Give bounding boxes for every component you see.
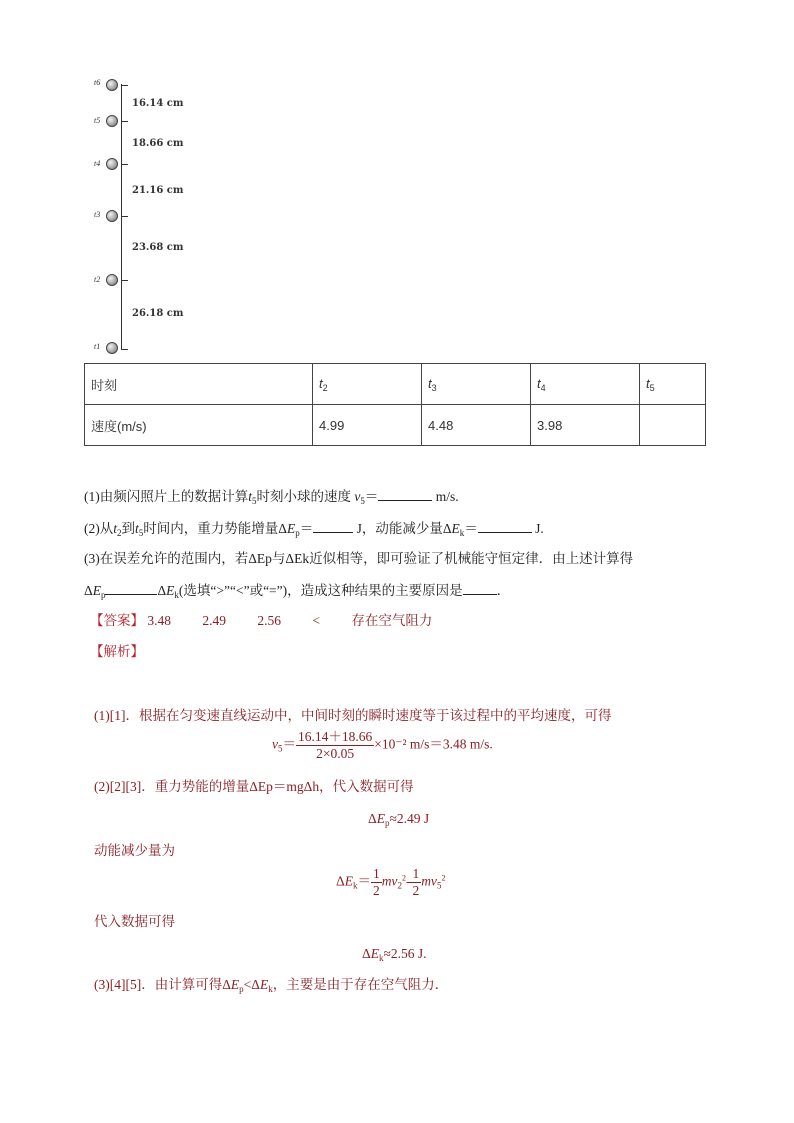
fraction: $\frac{16.14+18.66}{2\times 0.05}$ xyxy=(298,729,373,761)
ball-t5 xyxy=(106,115,118,127)
table-cell: 4.48 xyxy=(422,405,531,446)
time-label-t5: t5 xyxy=(94,116,101,125)
ball-t1 xyxy=(106,342,118,354)
answer-value-4: < xyxy=(312,613,320,628)
distance-label-5: 26.18 cm xyxy=(132,308,184,319)
question-3-line-2: $\Delta E_p$ $\Delta E_k$(选填“>”“<”或“=”)，造成这种结果的主要原因是 ． xyxy=(84,580,510,604)
analysis-eq4: $\Delta E_k\approx 2.56$ J. xyxy=(362,946,427,963)
table-cell: 速度(m/s) xyxy=(85,405,313,446)
vertical-rod xyxy=(121,84,122,350)
time-label-t6: t6 xyxy=(94,78,101,87)
ball-t4 xyxy=(106,158,118,170)
table-cell xyxy=(640,405,706,446)
analysis-p5: (3)[4][5]．由计算可得$\Delta E_p<\Delta E_k$，主要是由于存在空气阻力． xyxy=(94,977,449,994)
table-cell: $t_3$ xyxy=(422,364,531,405)
table-cell: 4.99 xyxy=(313,405,422,446)
question-3-line-1: (3)在误差允许的范围内，若ΔEp与ΔEk近似相等，即可验证了机械能守恒定律．由上述计算得 xyxy=(84,551,634,566)
question-1: (1)由频闪照片上的数据计算$t_5$时刻小球的速度 $v_5= m/s$. xyxy=(84,486,459,510)
answer-value-1: 3.48 xyxy=(147,613,171,628)
ball-t2 xyxy=(106,274,118,286)
table-cell: 时刻 xyxy=(85,364,313,405)
answer-label: 【答案】 xyxy=(90,613,144,628)
table-row xyxy=(85,405,706,446)
answer-line xyxy=(90,612,432,630)
answer-value-2: 2.49 xyxy=(202,613,226,628)
answer-blank[interactable] xyxy=(313,518,353,533)
question-2: (2)从$t_2$到$t_5$时间内，重力势能增量$\Delta E_p= J$，动能减少量$\Delta E_k= J$. xyxy=(84,518,544,542)
distance-label-3: 21.16 cm xyxy=(132,185,184,196)
tick xyxy=(121,216,128,217)
analysis-p4: 代入数据可得 xyxy=(94,914,175,929)
time-label-t4: t4 xyxy=(94,159,101,168)
time-label-t2: t2 xyxy=(94,275,101,284)
table-header-row xyxy=(85,364,706,405)
ball-t6 xyxy=(106,79,118,91)
distance-label-4: 23.68 cm xyxy=(132,242,184,253)
answer-blank[interactable] xyxy=(478,518,532,533)
tick xyxy=(121,349,128,350)
table-cell: 3.98 xyxy=(531,405,640,446)
speed-table xyxy=(84,363,706,446)
time-label-t1: t1 xyxy=(94,342,101,351)
answer-value-3: 2.56 xyxy=(257,613,281,628)
answer-blank[interactable] xyxy=(463,580,497,595)
table-cell: $t_4$ xyxy=(531,364,640,405)
table-cell: $t_2$ xyxy=(313,364,422,405)
distance-label-1: 16.14 cm xyxy=(132,98,184,109)
tick xyxy=(121,121,128,122)
analysis-eq1: $v_5=$ $\frac{16.14+18.66}{2\times 0.05}$ ×10⁻² m/s＝3.48 m/s. xyxy=(272,729,493,761)
distance-label-2: 18.66 cm xyxy=(132,138,184,149)
analysis-eq3: $\Delta E_k=$ $\frac{1}{2}$ $mv_2^2-$ $\frac{1}{2}$ $mv_5^2$ xyxy=(336,866,446,898)
tick xyxy=(121,85,128,86)
time-label-t3: t3 xyxy=(94,210,101,219)
answer-value-5: 存在空气阻力 xyxy=(351,613,433,628)
analysis-p2: (2)[2][3]．重力势能的增量ΔEp＝mgΔh，代入数据可得 xyxy=(94,779,414,794)
table-cell: $t_5$ xyxy=(640,364,706,405)
answer-blank[interactable] xyxy=(105,580,157,595)
answer-blank[interactable] xyxy=(378,486,432,501)
analysis-p1: (1)[1]．根据在匀变速直线运动中，中间时刻的瞬时速度等于该过程中的平均速度，可得 xyxy=(94,708,612,723)
tick xyxy=(121,164,128,165)
tick xyxy=(121,280,128,281)
analysis-p3: 动能减少量为 xyxy=(94,843,175,858)
analysis-label: 【解析】 xyxy=(90,644,144,659)
ball-t3 xyxy=(106,210,118,222)
analysis-eq2: $\Delta E_p\approx 2.49$ J xyxy=(368,811,430,828)
